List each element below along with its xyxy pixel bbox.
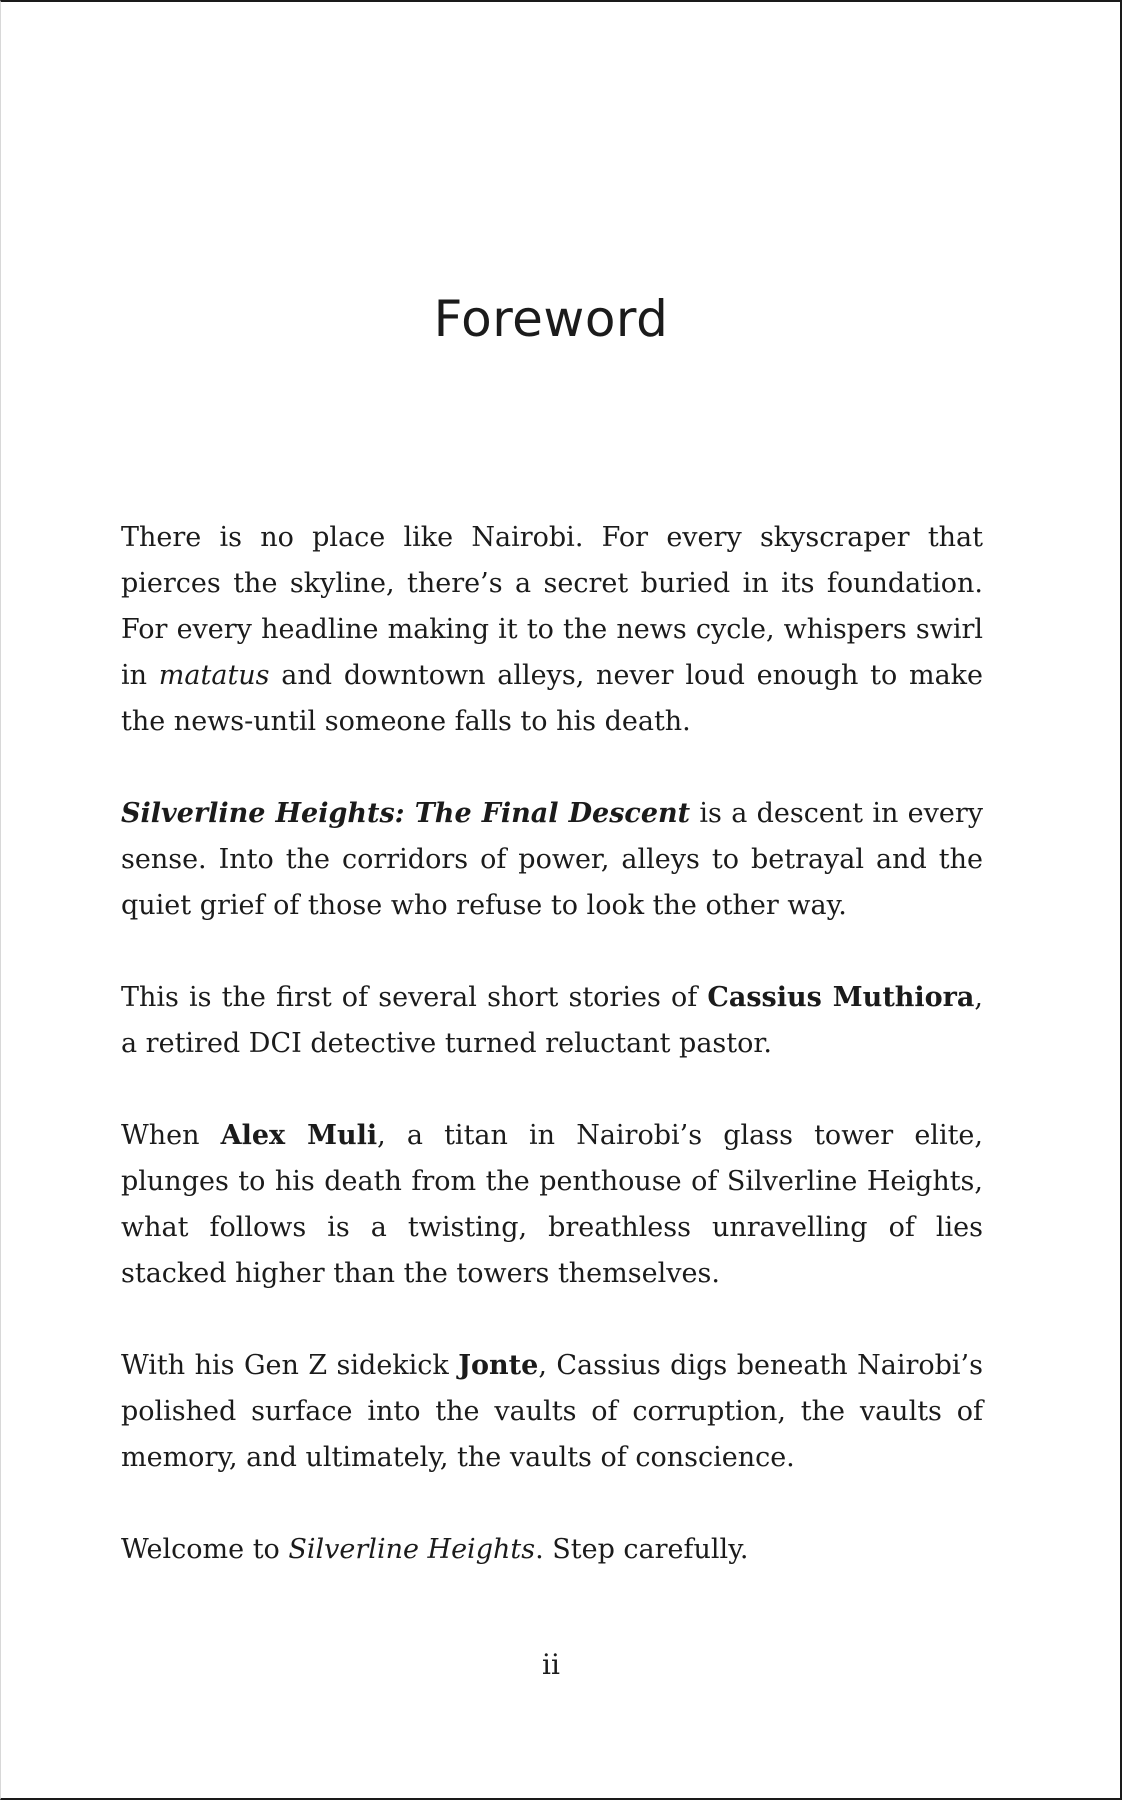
paragraph-text: This is the first of several short stories of — [121, 982, 708, 1013]
paragraph-text: There is no place like Nairobi. For every skyscraper that pierces the skyline, there’s a secret buried in its foundation. For every headline making it to the news cycle, whispers swirl in — [121, 522, 983, 691]
page-number: ii — [542, 1648, 560, 1681]
paragraph-text: With his Gen Z sidekick — [121, 1350, 459, 1381]
paragraph-text: is a descent in every sense. Into the corridors of power, alleys to betrayal and the quiet grief of those who refuse to look the other way. — [121, 798, 983, 921]
paragraph-text: Welcome to — [121, 1534, 289, 1565]
book-title: Silverline Heights: The Final Descent — [121, 798, 691, 829]
foreword-body — [121, 515, 983, 1573]
paragraph-plot — [121, 1113, 983, 1297]
paragraph-protagonist — [121, 975, 983, 1067]
italic-title: Silverline Heights — [288, 1534, 536, 1565]
paragraph-text: , a titan in Nairobi’s glass tower elite, plunges to his death from the penthouse of Silverline Heights, what follows is a twisting, breathless unravelling of lies stacked higher than the towers themselves. — [121, 1120, 983, 1289]
character-name: Alex Muli — [220, 1120, 378, 1151]
paragraph-text: When — [121, 1120, 221, 1151]
paragraph-book-title — [121, 791, 983, 929]
paragraph-text: . Step carefully. — [535, 1534, 749, 1565]
paragraph-text: , a retired DCI detective turned reluctant pastor. — [121, 982, 983, 1059]
page-title: Foreword — [433, 290, 669, 348]
character-name: Jonte — [458, 1350, 539, 1381]
italic-term: matatus — [158, 660, 270, 691]
paragraph-intro — [121, 515, 983, 745]
paragraph-closing — [121, 1527, 983, 1573]
paragraph-sidekick — [121, 1343, 983, 1481]
character-name: Cassius Muthiora — [707, 982, 975, 1013]
paragraph-text: and downtown alleys, never loud enough to make the news-until someone falls to his death. — [121, 660, 984, 737]
paragraph-text: , Cassius digs beneath Nairobi’s polished surface into the vaults of corruption, the vaults of memory, and ultimately, the vaults of conscience. — [121, 1350, 983, 1473]
